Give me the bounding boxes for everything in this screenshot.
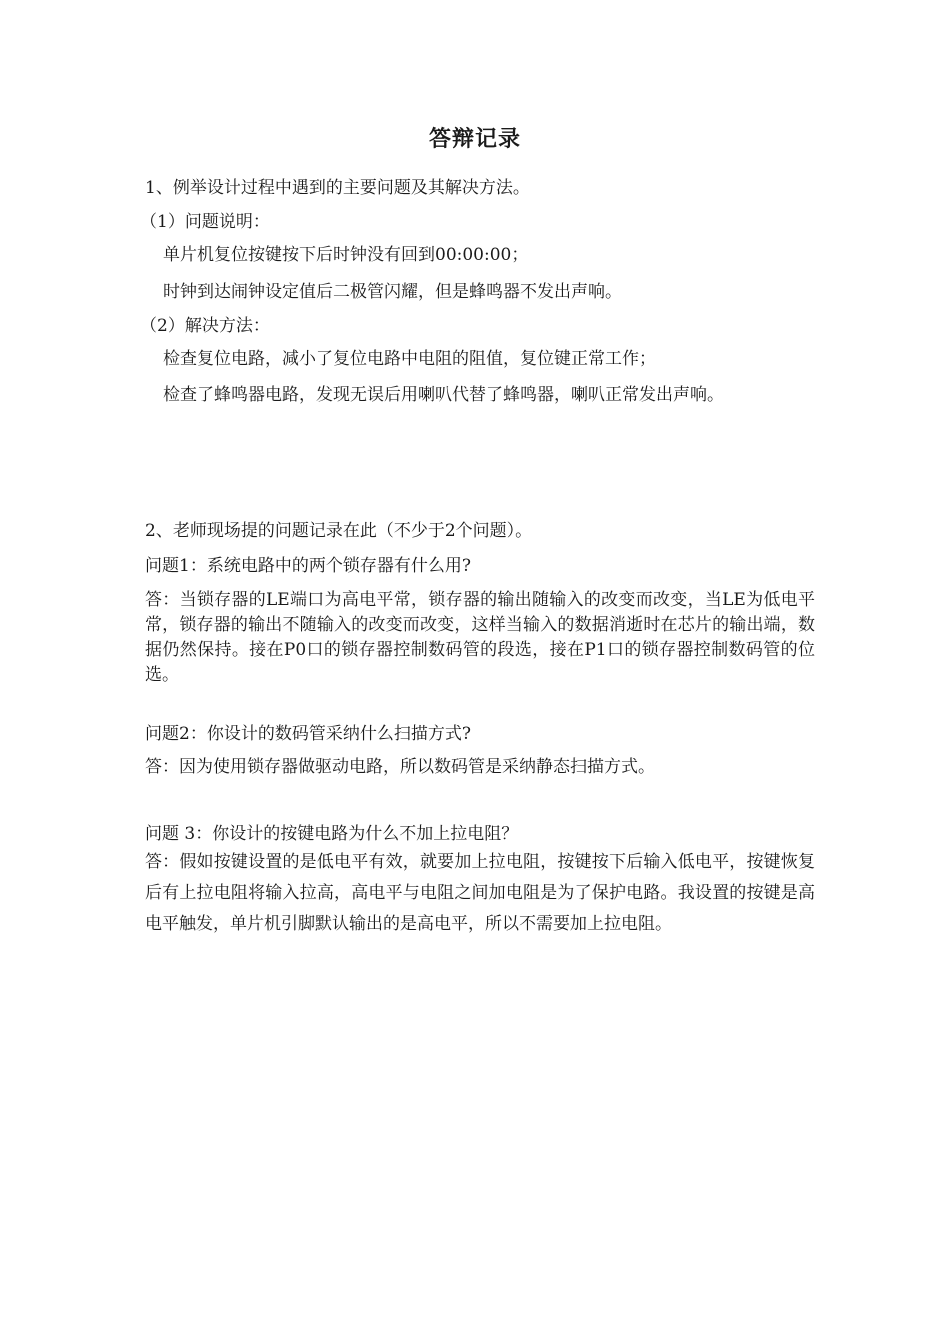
problem-item-1: 单片机复位按键按下后时钟没有回到00:00:00； [163,245,529,265]
question-1: 问题1：系统电路中的两个锁存器有什么用? [145,556,471,576]
problem-item-2: 时钟到达闹钟设定值后二极管闪耀，但是蜂鸣器不发出声响。 [163,282,622,302]
answer-1: 答：当锁存器的LE端口为高电平常，锁存器的输出随输入的改变而改变，当LE为低电平常，锁存器的输出不随输入的改变而改变，这样当输入的数据消逝时在芯片的输出端，数据仍然保持。接在P0口的锁存器控制数码管的段选，接在P1口的锁存器控制数码管的位选。 [145,590,815,685]
solution-item-1: 检查复位电路，减小了复位电路中电阻的阻值，复位键正常工作； [163,349,656,369]
page-title: 答辩记录 [428,127,521,152]
section1-heading: 1、例举设计过程中遇到的主要问题及其解决方法。 [145,178,530,198]
solution-item-2: 检查了蜂鸣器电路，发现无误后用喇叭代替了蜂鸣器，喇叭正常发出声响。 [163,385,724,405]
question-2: 问题2：你设计的数码管采纳什么扫描方式? [145,724,471,744]
solution-label: （2）解决方法： [140,316,270,336]
section2-heading: 2、老师现场提的问题记录在此（不少于2个问题）。 [145,521,533,541]
problem-label: （1）问题说明： [140,212,270,232]
question-3: 问题 3：你设计的按键电路为什么不加上拉电阻？ [145,824,519,844]
answer-2: 答：因为使用锁存器做驱动电路，所以数码管是采纳静态扫描方式。 [145,757,655,777]
answer-3: 答：假如按键设置的是低电平有效，就要加上拉电阻，按键按下后输入低电平，按键恢复后有上拉电阻将输入拉高，高电平与电阻之间加电阻是为了保护电路。我设置的按键是高电平触发，单片机引脚默认输出的是高电平，所以不需要加上拉电阻。 [145,852,815,934]
